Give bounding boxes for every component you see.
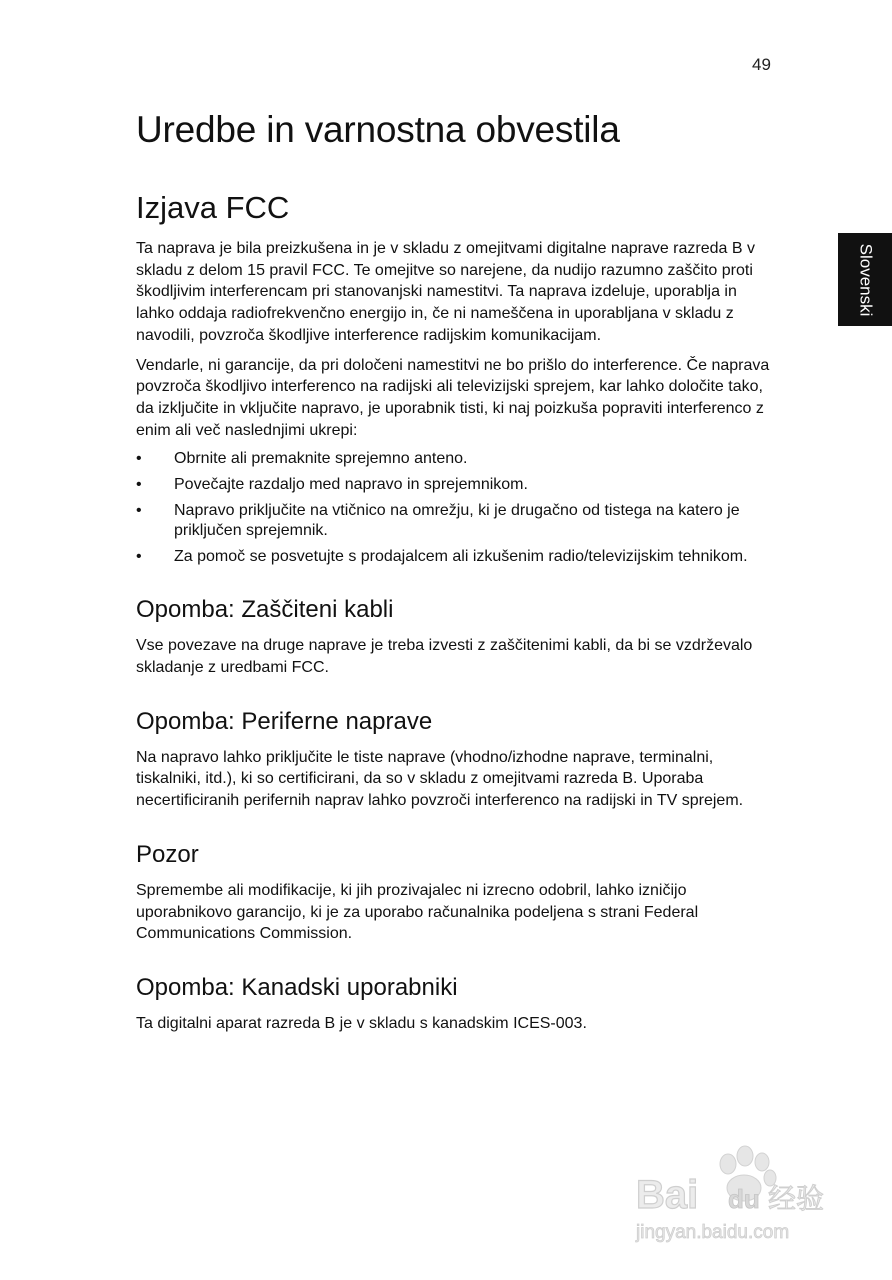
canada-heading: Opomba: Kanadski uporabniki [136, 973, 458, 1001]
bullet-icon: • [136, 450, 142, 468]
caution-heading: Pozor [136, 840, 199, 868]
watermark-brand-2: du [728, 1184, 760, 1214]
fcc-heading: Izjava FCC [136, 190, 290, 225]
fcc-paragraph-2: Vendarle, ni garancije, da pri določeni namestitvi ne bo prišlo do interference. Če naprava povzroča škodljivo interferenco na radijski ali televizijski sprejem, kar lahko določite tako, da izključite in vključite napravo, je uporabnik tisti, ki naj poizkuša popraviti interferenco z enim ali več naslednjimi ukrepi: [136, 356, 770, 439]
bullet-icon: • [136, 476, 142, 494]
watermark-url: jingyan.baidu.com [636, 1222, 790, 1243]
canada-section [136, 973, 776, 1035]
bullet-icon: • [136, 502, 142, 520]
language-tab-label: Slovenski [856, 243, 876, 316]
shielded-cables-heading: Opomba: Zaščiteni kabli [136, 596, 394, 624]
list-item: • Za pomoč se posvetujte s prodajalcem ali izkušenim radio/televizijskim tehnikom. [136, 548, 748, 566]
peripherals-heading: Opomba: Periferne naprave [136, 707, 433, 735]
fcc-measures-list [136, 449, 776, 567]
page-title: Uredbe in varnostna obvestila [136, 109, 620, 150]
fcc-section [136, 190, 776, 441]
canada-text: Ta digitalni aparat razreda B je v skladu s kanadskim ICES-003. [136, 1014, 587, 1032]
watermark-cn: 经验 [768, 1182, 825, 1215]
fcc-paragraph-1: Ta naprava je bila preizkušena in je v skladu z omejitvami digitalne naprave razreda B v skladu z delom 15 pravil FCC. Te omejitve so narejene, da nudijo razumno zaščito proti škodljivim interferencam pri stanovanjski namestitvi. Ta naprava izdeluje, uporablja in lahko oddaja radiofrekvenčno energijo in, če ni nameščena in uporabljana v skladu z navodili, povzroča škodljive interference radijskim komunikacijam. [136, 240, 755, 344]
shielded-cables-text: Vse povezave na druge naprave je treba izvesti z zaščitenimi kabli, da bi se vzdrževalo skladanje z uredbami FCC. [136, 637, 753, 677]
bullet-icon: • [136, 548, 142, 566]
peripherals-section [136, 707, 776, 812]
language-tab [838, 233, 892, 326]
caution-section [136, 840, 776, 945]
list-item: • Povečajte razdaljo med napravo in sprejemnikom. [136, 476, 528, 494]
page-number: 49 [752, 55, 771, 74]
page-content [136, 106, 776, 1063]
shielded-cables-section [136, 595, 776, 678]
peripherals-text: Na napravo lahko priključite le tiste naprave (vhodno/izhodne naprave, terminalni, tiskalniki, itd.), ki so certificirani, da so v skladu z omejitvami razreda B. Uporaba necertificiranih perifernih naprav lahko povzroči interferenco na radijski in TV sprejem. [136, 748, 744, 810]
watermark-brand: Bai [636, 1173, 699, 1217]
list-item: • Obrnite ali premaknite sprejemno anteno. [136, 450, 468, 468]
baidu-watermark [632, 1140, 842, 1250]
list-item: • Napravo priključite na vtičnico na omrežju, ki je drugačno od tistega na katero je priključen sprejemnik. [136, 502, 740, 540]
caution-text: Spremembe ali modifikacije, ki jih prozivajalec ni izrecno odobril, lahko izničijo uporabnikovo garancijo, ki je za uporabo računalnika podeljena s strani Federal Communications Commission. [136, 881, 699, 943]
